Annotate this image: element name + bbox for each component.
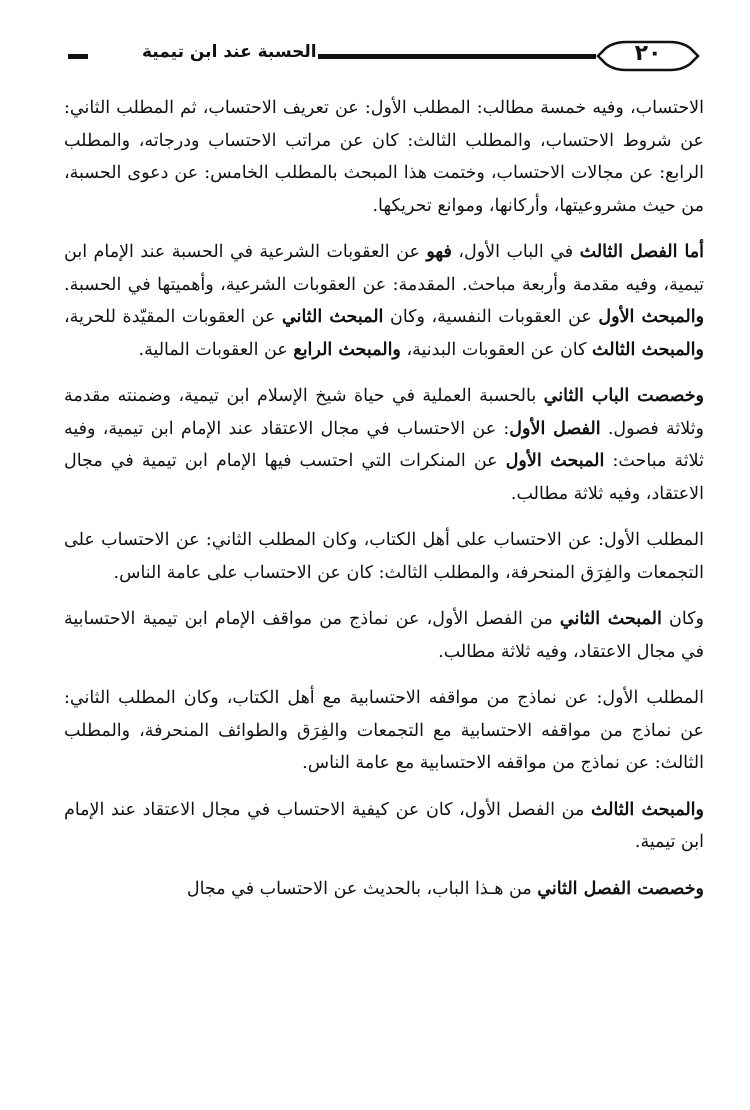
text-span: عن العقوبات المقيّدة للحرية، [64,307,282,327]
running-title: الحسبة عند ابن تيمية [142,42,317,62]
text-span: من هـذا الباب، بالحديث عن الاحتساب في مجال [186,878,538,899]
text-span: الاحتساب، وفيه خمسة مطالب: المطلب الأول: عن تعريف الاحتساب، ثم المطلب الثاني: عن شروط الاحتساب، والمطلب الثالث: كان عن مراتب الاحتساب ودرجاته، والمطلب الرابع: عن مجالات الاحتساب، وختمت هذا المبحث بالمطلب الخامس: عن دعوى الحسبة، من حيث مشروعيتها، وأركانها، وموانع تحريكها. [64,98,704,216]
body-text [64,92,704,919]
text-span: كان عن العقوبات البدنية، [400,339,593,360]
header-rule-left [68,54,88,59]
bold-span: والمبحث الأول [598,307,705,327]
bold-span: فهو [426,242,452,262]
paragraph [64,873,704,906]
text-span: عن العقوبات النفسية، وكان [383,307,599,327]
page-number-badge [596,38,700,74]
paragraph [64,603,704,668]
text-span: عن العقوبات المالية. [138,339,294,360]
bold-span: المبحث الأول [505,451,605,471]
bold-span: والمبحث الثالث [590,799,704,820]
paragraph [64,236,704,366]
page-number: ٢٠ [634,41,662,66]
running-header [58,38,702,74]
text-span: المطلب الأول: عن نماذج من مواقفه الاحتسابية مع أهل الكتاب، وكان المطلب الثاني: عن نماذج من مواقفه الاحتسابية مع التجمعات والفِرَق والطوائف المنحرفة، والمطلب الثالث: عن نماذج من مواقفه الاحتسابية مع عامة الناس. [64,688,704,773]
bold-span: الفصل الأول [509,418,601,439]
text-span: وكان [661,609,704,629]
bold-span: أما الفصل الثالث [579,242,705,262]
paragraph [64,682,704,780]
bold-span: والمبحث الثالث [592,339,704,360]
text-span: بالحسبة العملية في حياة شيخ الإسلام ابن تيمية، وضمنته مقدمة وثلاثة فصول. [64,386,704,439]
paragraph [64,524,704,589]
text-span: في الباب الأول، [451,242,580,262]
bold-span: المبحث الثاني [559,609,662,629]
text-span: : عن الاحتساب في مجال الاعتقاد عند الإمام ابن تيمية، وفيه ثلاثة مباحث: [64,418,704,471]
bold-span: وخصصت الباب الثاني [543,386,704,406]
header-rule-middle [318,54,596,59]
text-span: المطلب الأول: عن الاحتساب على أهل الكتاب، وكان المطلب الثاني: عن الاحتساب على التجمعات والفِرَق المنحرفة، والمطلب الثالث: كان عن الاحتساب على عامة الناس. [64,530,704,583]
paragraph [64,92,704,222]
bold-span: وخصصت الفصل الثاني [537,878,704,899]
bold-span: والمبحث الرابع [293,339,401,360]
text-span: من الفصل الأول، عن نماذج من مواقف الإمام ابن تيمية الاحتسابية في مجال الاعتقاد، وفيه ثلاثة مطالب. [64,609,704,662]
bold-span: المبحث الثاني [281,307,384,327]
text-span: عن المنكرات التي احتسب فيها الإمام ابن تيمية في مجال الاعتقاد، وفيه ثلاثة مطالب. [64,451,704,504]
paragraph [64,794,704,859]
paragraph [64,380,704,510]
text-span: عن العقوبات الشرعية في الحسبة عند الإمام ابن تيمية، وفيه مقدمة وأربعة مباحث. المقدمة: عن العقوبات الشرعية، وأهميتها في الحسبة. [64,242,704,295]
text-span: من الفصل الأول، كان عن كيفية الاحتساب في مجال الاعتقاد عند الإمام ابن تيمية. [64,799,704,852]
